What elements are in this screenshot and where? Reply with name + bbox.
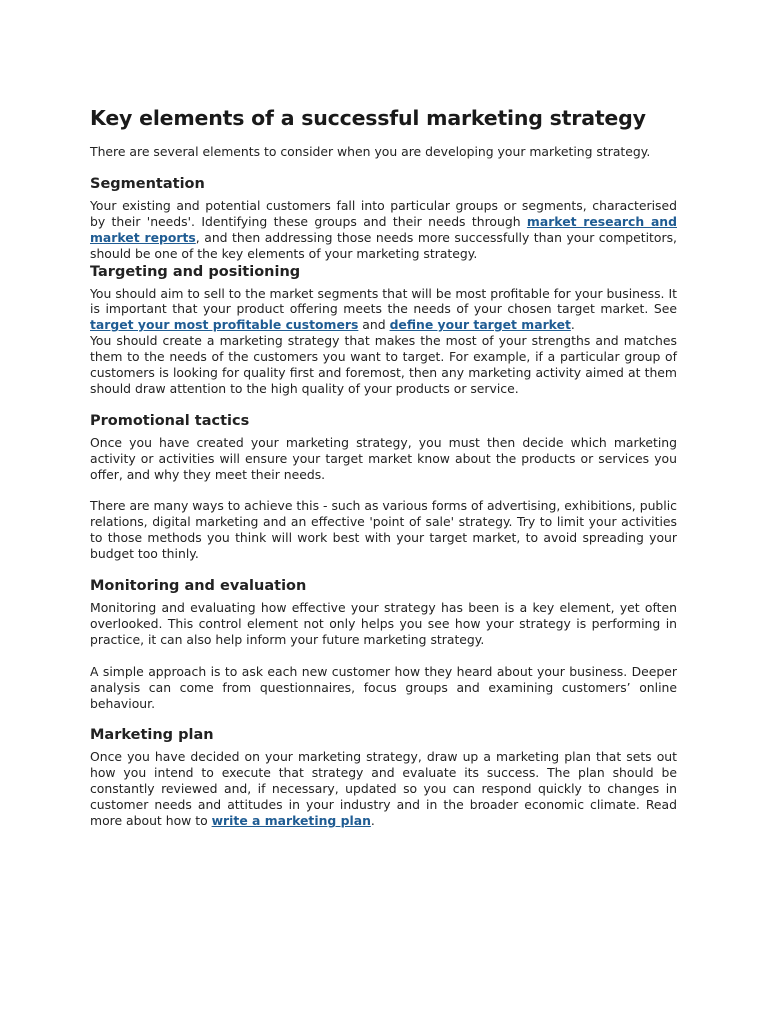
- monitoring-paragraph-1: Monitoring and evaluating how effective your strategy has been is a key element, yet often overlooked. This control element not only helps you see how your strategy is performing in practice, it can also help inform your future marketing strategy.: [90, 600, 677, 647]
- define-target-market-link[interactable]: define your target market: [389, 317, 571, 333]
- segmentation-paragraph: [90, 198, 677, 262]
- section-targeting: [90, 262, 677, 397]
- monitoring-heading: Monitoring and evaluation: [90, 578, 307, 595]
- section-marketing-plan: [90, 725, 677, 829]
- write-marketing-plan-link[interactable]: write a marketing plan: [211, 813, 371, 829]
- targeting-paragraph-2: You should create a marketing strategy that makes the most of your strengths and matches them to the needs of the customers you want to target. For example, if a particular group of customers is looking for quality first and foremost, then any marketing activity aimed at them should draw attention to the high quality of your products or service.: [90, 333, 677, 396]
- section-segmentation: [90, 174, 677, 262]
- promotional-paragraph-2: There are many ways to achieve this - such as various forms of advertising, exhibitions, public relations, digital marketing and an effective 'point of sale' strategy. Try to limit your activities to those methods you think will work best with your target market, to avoid spreading your budget too thinly.: [90, 498, 677, 562]
- intro-paragraph: There are several elements to consider when you are developing your marketing strategy.: [90, 144, 651, 159]
- targeting-text-start: You should aim to sell to the market segments that will be most profitable for your business. It is important that your product offering meets the needs of your chosen target market. See: [90, 285, 677, 317]
- targeting-text-mid: and: [358, 317, 390, 333]
- marketing-plan-text-start: Once you have decided on your marketing strategy, draw up a marketing plan that sets out how you intend to execute that strategy and evaluate its success. The plan should be constantly reviewed and, if necessary, updated so you can respond quickly to changes in customer needs and attitudes in your industry and in the broader economic climate. Read more about how to: [90, 749, 677, 829]
- targeting-paragraph-1: [90, 286, 677, 334]
- target-profitable-customers-link[interactable]: target your most profitable customers: [90, 317, 359, 333]
- marketing-plan-heading: Marketing plan: [90, 727, 214, 744]
- segmentation-text-end: , and then addressing those needs more successfully than your competitors, should be one of the key elements of your marketing strategy.: [90, 229, 677, 261]
- section-promotional: [90, 411, 677, 562]
- monitoring-paragraph-2: A simple approach is to ask each new customer how they heard about your business. Deeper analysis can come from questionnaires, focus groups and examining customers’ online behaviour.: [90, 663, 677, 711]
- targeting-heading: Targeting and positioning: [90, 263, 301, 280]
- promotional-paragraph-1: Once you have created your marketing strategy, you must then decide which marketing activity or activities will ensure your target market know about the products or services you offer, and why they meet their needs.: [90, 434, 677, 482]
- segmentation-text-start: Your existing and potential customers fall into particular groups or segments, characterised by their 'needs'. Identifying these groups and their needs through: [90, 197, 677, 229]
- promotional-heading: Promotional tactics: [90, 412, 250, 429]
- page-title: Key elements of a successful marketing strategy: [90, 106, 646, 130]
- marketing-plan-paragraph: [90, 749, 677, 829]
- section-monitoring: [90, 576, 677, 711]
- market-research-link[interactable]: market research and market reports: [90, 213, 677, 245]
- marketing-plan-text-end: .: [370, 813, 375, 829]
- segmentation-heading: Segmentation: [90, 175, 205, 192]
- targeting-text-end: .: [570, 317, 575, 333]
